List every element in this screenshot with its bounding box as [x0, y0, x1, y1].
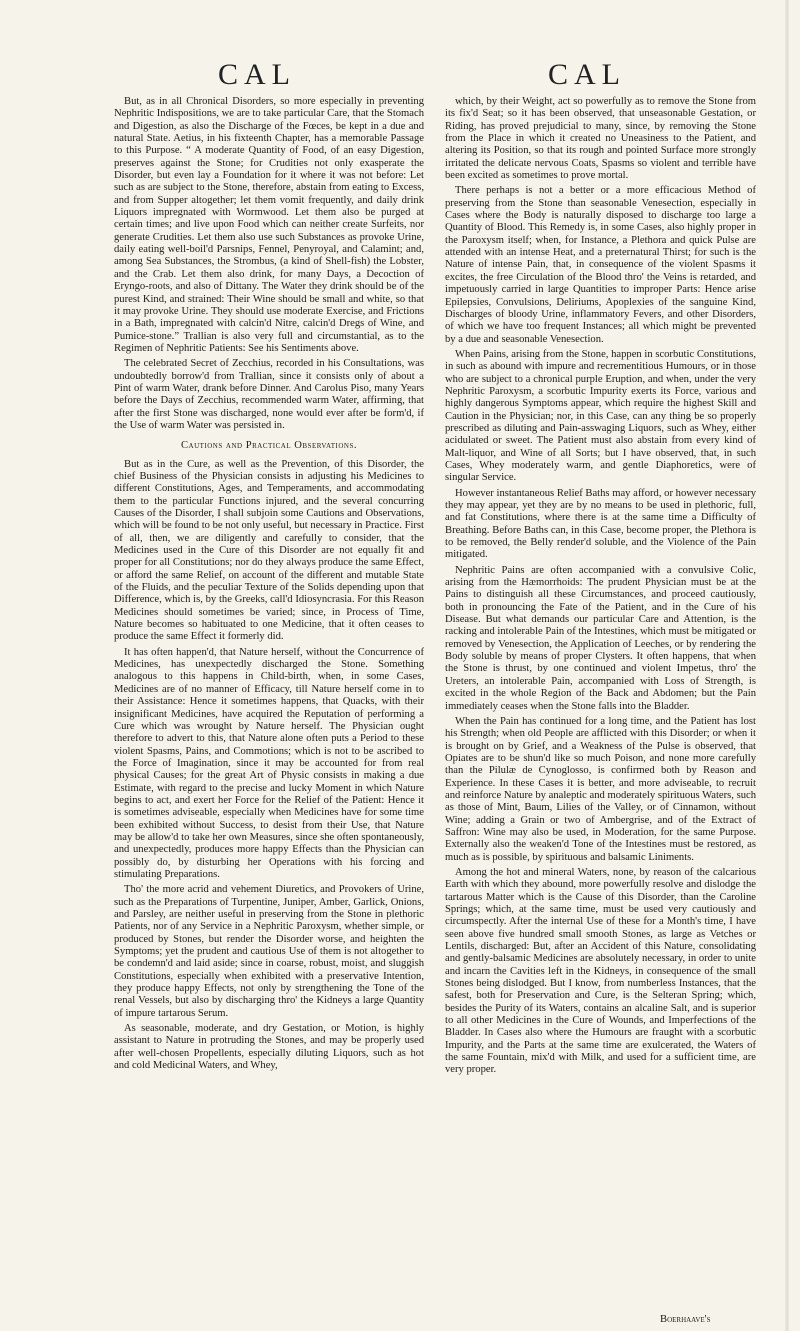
running-head-left: CAL [218, 58, 296, 91]
section-heading: Cautions and Practical Observations. [180, 440, 358, 452]
paragraph: But as in the Cure, as well as the Prevention, of this Disorder, the chief Business of the Physician consists in adjusting his Medicines to different Constitutions, Ages, and Temperaments, and accommodating them to the particular Functions injured, and the several concurring Causes of the Disorder, I shall subjoin some Cautions and Observations, which will be found to be not only useful, but necessary in Practice. First of all, then, we are diligently and carefully to consider, that the Medicines used in the Cure of this Disorder are not equally fit and proper for all Constitutions; nor do they always produce the same Effect, or afford the same Relief, on account of the different and mutable State of the Fluids, and the peculiar Texture of the Solids depending upon that Difference, which is, by the Greeks, call'd Idiosyncrasia. For this Reason Medicines should sometimes be varied; since, in Process of Time, Nature becomes so habituated to one Medicine, that it often ceases to produce the same Effect it formerly did. [114, 458, 424, 643]
paragraph: When Pains, arising from the Stone, happen in scorbutic Constitutions, in such as abound with impure and recrementitious Humours, or in those who are subject to a chronical purple Eruption, and when, under the very Nephritic Paroxysm, a scorbutic Impurity exerts its Force, various and highly dangerous Symptoms appear, which require the highest Skill and Caution in the Physician; nor, in this Case, can any thing be so properly prescribed as diluting and Pain-asswaging Liquors, such as Whey, either acidulated or sweet. The Patient must also abstain from every kind of Malt-liquor, and Wine of all Sorts; but I have observed, that, in such Cases, Whey moderately warm, and gentle Diaphoretics, were of singular Service. [445, 348, 756, 484]
left-column [114, 96, 424, 1314]
paragraph: The celebrated Secret of Zecchius, recorded in his Consultations, was undoubtedly borrow'd from Trallian, since it consists only of about a Pint of warm Water, drank before Dinner. And Carolus Piso, many Years before the Days of Zecchius, recommended warm Water, affirming, that after the first Stone was discharged, none would ever after be form'd, if the Use of warm Water was persisted in. [114, 358, 424, 431]
paragraph: which, by their Weight, act so powerfully as to remove the Stone from its fix'd Seat; so it has been observed, that unseasonable Gestation, or Riding, has proved prejudicial to many, since, by removing the Stone from the Place in which it created no Uneasiness to the Patient, and altering its Position, so that its rough and pointed Surface more strongly irritated the delicate nervous Coats, Spasms so violent and terrible have been excited as sometimes to prove mortal. [445, 96, 756, 182]
paragraph: However instantaneous Relief Baths may afford, or however necessary they may appear, yet they are by no means to be used in plethoric, full, and fat Constitutions, where there is at the same time a Difficulty of Breathing. Before Baths can, in this Case, become proper, the Plethora is to be removed, the Belly render'd soluble, and the Violence of the Pain mitigated. [445, 487, 756, 561]
paragraph: But, as in all Chronical Disorders, so more especially in preventing Nephritic Indispositions, we are to take particular Care, that the Stomach and Digestion, as also the Discharge of the Fœces, be kept in a due and natural State. Aetius, in his fixteenth Chapter, has a memorable Passage to this Purpose. “ A moderate Quantity of Food, of an easy Digestion, preserves against the Stone; for Crudities not only exasperate the Disorder, but even lay a Foundation for it where it was not before: Let such as are subject to the Stone, therefore, abstain from eating to Excess, and from Supper altogether; let them vomit frequently, and daily drink Liquors impregnated with Wormwood. Let them also be purged at certain times; and live upon Food which can neither create Surfeits, nor generate Crudities. Let them also use such Substances as provoke Urine, daily eating well-boil'd Parsnips, Fennel, Penyroyal, and Calamint; and, among Sea Substances, the Strombus, (a kind of Shell-fish) the Lobster, and the Crab. Let them also drink, for many Days, a Decoction of Eryngo-roots, and also of Dittany. The Water they drink should be of the purest Kind, and strained: Their Wine should be small and white, so that it may provoke Urine. They should use moderate Exercise, and Frictions in a Bath, impregnated with calcin'd Nitre, calcin'd Dregs of Wine, and Pumice-stone.” Trallian is also very full and circumstantial, as to the Regimen of Nephritic Patients: See his Sentiments above. [114, 96, 424, 354]
paragraph: Nephritic Pains are often accompanied with a convulsive Colic, arising from the Hæmorrhoids: The prudent Physician must be at the Pains to distinguish all these Circumstances, and proceed cautiously, both in pronouncing the Fate of the Patient, and in the Cure of his Disease. But what demands our particular Care and Attention, is the racking and intolerable Pain of the Intestines, which must be mitigated or removed by Venesection, the Application of Leeches, or by rendering the Body soluble by means of proper Clysters. It often happens, that when the Stone is thrust, by one continued and violent Impetus, thro' the Ureters, an intolerable Pain, accompanied with Loss of Strength, is excited in the whole Region of the Back and Abdomen; but the Pain immediately ceases when the Stone falls into the Bladder. [445, 564, 756, 712]
paragraph: There perhaps is not a better or a more efficacious Method of preserving from the Stone than seasonable Venesection, especially in Cases where the Body is naturally disposed to discharge too large a Quantity of Blood. This Remedy is, in some Cases, also highly proper in the Paroxysm itself; when, for Instance, a Plethora and quick Pulse are attended with an intense Heat, and a preternatural Thirst; for such is the Nature of intense Pain, that, in consequence of the violent Spasms it excites, the free Circulation of the Blood thro' the Veins is retarded, and impetuously carried in large Quantities to improper Parts: Hence arise Epilepsies, Convulsions, Deliriums, Apoplexies of the sanguine Kind, Discharges of bloody Urine, inflammatory Fevers, and other Disorders, of which we have too frequent Instances; all which might be prevented by a due and seasonable Venesection. [445, 185, 756, 345]
page-fold-shadow [785, 0, 789, 1331]
right-column [445, 96, 756, 1314]
paragraph: Tho' the more acrid and vehement Diuretics, and Provokers of Urine, such as the Preparations of Turpentine, Juniper, Amber, Garlick, Onions, and Parsley, are neither useful in preserving from the Stone in plethoric Patients, nor of any Service in a Nephritic Paroxysm, whether simple, or produced by Stones, but render the Disorder worse, and heighten the Symptoms; yet the prudent and cautious Use of them is not altogether to be condemn'd and laid aside; since in coarse, robust, moist, and sluggish Constitutions, especially when exhibited with a preservative Intention, they produce happy Effects, not only by strengthening the Tone of the renal Vessels, but also by discharging thro' the Kidneys a large Quantity of impure tartarous Serum. [114, 884, 424, 1019]
paragraph: When the Pain has continued for a long time, and the Patient has lost his Strength; when old People are afflicted with this Disorder; or when it is brought on by Grief, and a Weakness of the Pulse is observed, that Opiates are to be shun'd like so much Poison, and none more carefully than the Pilulæ de Cynoglosso, is confirmed both by Reason and Experience. In these Cases it is better, and more adviseable, to recruit and reinforce Nature by analeptic and moderately spirituous Waters, such as those of Mint, Baum, Lilies of the Valley, or of Cinnamon, without Wine; adding a Grain or two of Ambergrise, and of the Extract of Saffron: Wine may also be used, in Moderation, for the same Purpose. Externally also the weaken'd Tone of the Intestines must be restored, as much as is possible, by spirituous and balsamic Liniments. [445, 715, 756, 863]
paragraph: It has often happen'd, that Nature herself, without the Concurrence of Medicines, has unexpectedly discharged the Stone. Something analogous to this happens in Child-birth, when, in some Cases, Medicines are of no manner of Efficacy, till Nature herself come in to their Assistance: Hence it sometimes happens, that Quacks, with their insignificant Medicines, have acquired the Reputation of performing a Cure which was wrought by Nature herself. The Physician ought therefore to advert to this, that Nature alone often puts a Period to these violent Spasms, Pains, and Commotions; which is not to be ascribed to the Force of Imagination, since it may be accounted for from real physical Causes; for the great Art of Physic consists in making a due Estimate, with regard to the precise and lucky Moment in which Nature begins to act, and exert her Force for the Relief of the Patient: Hence it is sometimes adviseable, especially when Medicines have for some time been exhibited without Success, to desist from their Use, that Nature may be allow'd to take her own Measures, since she often spontaneously, and unexpectedly, produces more happy Effects than the Physician can possibly do, by disturbing her Operations with his forcing and stimulating Preparations. [114, 646, 424, 880]
paragraph: Among the hot and mineral Waters, none, by reason of the calcarious Earth with which they abound, more powerfully resolve and dislodge the tartarous Matter which is the Cause of this Disorder, than the Caroline Springs; which, at the same time, must be used very cautiously and circumspectly. After the internal Use of these for a Month's time, I have seen above five hundred small smooth Stones, as large as Vetches or Lentils, discharged: But, after an Accident of this Nature, consolidating and gently-balsamic Medicines are absolutely necessary, in order to unite and incarn the Cavities left in the Kidneys, in consequence of the small Stones being dislodged. But I know, from numberless Instances, that the safest, both for Preservation and Cure, is the Selteran Spring; which, besides the Purity of its Waters, contains an alcaline Salt, and is superior to all other Medicines in the Cure of Wounds, and Imperfections of the Bladder. In Cases also where the Humours are fraught with a scorbutic Impurity, and the Parts at the same time are exulcerated, the Waters of the same Fountain, mix'd with Milk, and used for a sufficient time, are very proper. [445, 866, 756, 1076]
paragraph: As seasonable, moderate, and dry Gestation, or Motion, is highly assistant to Nature in protruding the Stones, and may be properly used after well-chosen Propellents, especially diluting Liquors, such as hot and cold Medicinal Waters, and Whey, [114, 1023, 424, 1072]
catchword: Boerhaave's [660, 1314, 711, 1325]
running-head-right: CAL [548, 58, 626, 91]
